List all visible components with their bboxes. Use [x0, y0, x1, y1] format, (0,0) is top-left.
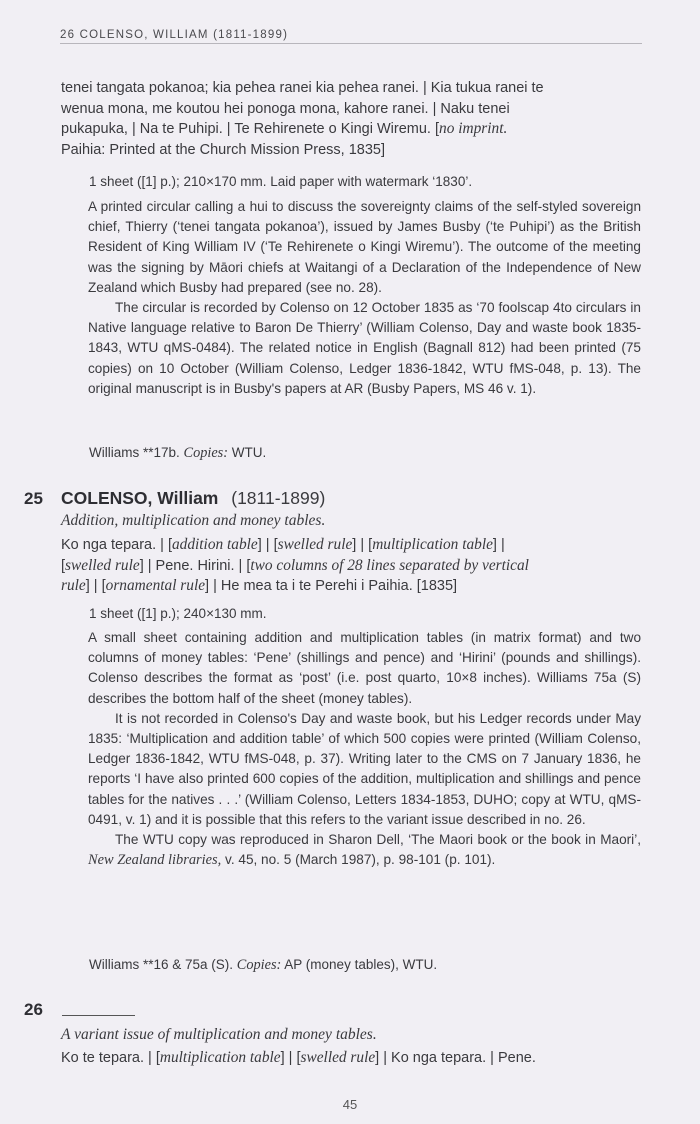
italic-run: swelled rule — [300, 1049, 376, 1066]
entry-24-refs — [61, 443, 669, 463]
entry-24-collation: 1 sheet ([1] p.); 210×170 mm. Laid paper with watermark ‘1830’. — [89, 174, 473, 189]
ditto-dash — [62, 1015, 135, 1016]
entry-25-heading — [61, 488, 325, 509]
italic-run: swelled rule — [277, 536, 353, 553]
text-run: Williams **16 & 75a (S). — [89, 957, 237, 972]
italic-run: Copies: — [236, 957, 282, 973]
note-paragraph: The circular is recorded by Colenso on 12 October 1835 as ‘70 foolscap 4to circulars in Native language relative to Baron De Thierry’ (William Colenso, Day and waste book 1835-1843, WTU qMS-0484). The related notice in English (Bagnall 812) had been printed (75 copies) on 10 October (William Colenso, Ledger 1836-1842, WTU fMS-048, p. 13). The original manuscript is in Busby's papers at AR (Busby Papers, MS 46 v. 1). — [88, 300, 641, 396]
entry-26-title — [61, 1048, 641, 1069]
italic-run: swelled rule — [65, 556, 140, 574]
text-run: ] | — [492, 537, 505, 553]
text-run: Williams **17b. — [89, 445, 184, 460]
text-run: ] | Ko nga tepara. | Pene. — [375, 1050, 536, 1066]
text-run: ] | Pene. Hirini. | [ — [139, 557, 251, 574]
title-line — [61, 140, 641, 161]
page-number: 45 — [342, 1097, 358, 1112]
italic-run: multiplication table — [159, 1049, 281, 1066]
italic-run: addition table — [171, 536, 258, 553]
text-run: ] | [ — [352, 537, 373, 553]
text-run: Ko nga tepara. | [ — [61, 537, 172, 553]
italic-run: multiplication table — [372, 536, 493, 553]
italic-run: rule — [61, 577, 86, 594]
note-paragraph — [88, 830, 641, 870]
text-run: v. 45, no. 5 (March 1987), p. 98-101 (p. 101). — [221, 852, 496, 868]
note-paragraph: A printed circular calling a hui to discuss the sovereignty claims of the self-styled sovereign chief, Thierry (‘tenei tangata pokanoa’), issued by James Busby (‘te Puhipi’) as the British Resident of King William IV (‘Te Rehirenete o Kingi Wiremu’). The outcome of the meeting was the signing by Māori chiefs at Waitangi of a Declaration of the Independence of New Zealand which Busby had prepared (see no. 28). — [88, 199, 641, 295]
italic-run: no imprint. — [439, 120, 508, 137]
text-run: wenua mona, me koutou hei ponoga mona, kahore ranei. | Naku tenei — [61, 100, 510, 117]
text-run: The WTU copy was reproduced in Sharon Dell, ‘The Maori book or the book in Maori’, — [115, 832, 641, 848]
entry-26-title-italic: A variant issue of multiplication and money tables. — [61, 1026, 377, 1043]
author-name: COLENSO, William — [61, 488, 219, 508]
italic-run: two columns of 28 lines separated by vertical — [250, 556, 529, 574]
entry-25-refs — [61, 955, 669, 975]
title-line — [61, 576, 641, 597]
entry-25-title-italic: Addition, multiplication and money tables. — [61, 512, 326, 529]
title-line — [61, 556, 641, 577]
text-run: ] | He mea ta i te Perehi i Paihia. [1835] — [205, 578, 458, 594]
entry-number: 25 — [24, 489, 43, 508]
entry-number: 26 — [24, 1000, 43, 1019]
text-run: ] | [ — [257, 537, 278, 553]
entry-25-collation: 1 sheet ([1] p.); 240×130 mm. — [89, 606, 267, 621]
title-line — [61, 535, 641, 556]
italic-run: Copies: — [183, 445, 229, 461]
entry-25-title — [61, 535, 641, 597]
italic-run: ornamental rule — [105, 577, 206, 594]
note-paragraph: It is not recorded in Colenso's Day and waste book, but his Ledger records under May 1835: ‘Multiplication and addition table’ of which 500 copies were printed (William Colenso, Ledger 1836-1842, WTU fMS-048, p. 37). Writing later to the CMS on 7 January 1836, he reports ‘I have also printed 600 copies of the addition, multiplication and shillings and pence tables for the natives . . .’ (William Colenso, Letters 1834-1853, DUHO; copy at WTU, qMS-0491, v. 1) and it is possible that this refers to the variant issue described in no. 26. — [88, 710, 641, 827]
title-line — [61, 119, 641, 140]
author-dates: (1811-1899) — [231, 488, 326, 508]
text-run: ] | [ — [280, 1050, 301, 1066]
entry-25-notes — [88, 628, 641, 870]
text-run: ] | [ — [85, 578, 106, 594]
entry-24-title — [61, 78, 641, 160]
italic-run: New Zealand libraries, — [88, 852, 222, 869]
title-line — [61, 99, 641, 120]
entry-24-notes — [88, 197, 641, 399]
text-run: AP (money tables), WTU. — [281, 957, 438, 972]
running-head: 26 COLENSO, WILLIAM (1811-1899) — [60, 29, 642, 44]
text-run: WTU. — [228, 445, 267, 460]
text-run: Paihia: Printed at the Church Mission Press, 1835] — [61, 141, 385, 158]
title-line — [61, 78, 641, 99]
note-paragraph: A small sheet containing addition and multiplication tables (in matrix format) and two columns of money tables: ‘Pene’ (shillings and pence) and ‘Hirini’ (pounds and shillings). Colenso describes the format as ‘post’ (i.e. post quarto, 10×8 inches). Williams 75a (S) describes the bottom half of the sheet (money tables). — [88, 630, 641, 706]
text-run: tenei tangata pokanoa; kia pehea ranei kia pehea ranei. | Kia tukua ranei te — [61, 80, 544, 96]
text-run: Ko te tepara. | [ — [61, 1050, 160, 1066]
text-run: [ — [61, 557, 66, 574]
text-run: pukapuka, | Na te Puhipi. | Te Rehirenete o Kingi Wiremu. [ — [61, 121, 440, 137]
